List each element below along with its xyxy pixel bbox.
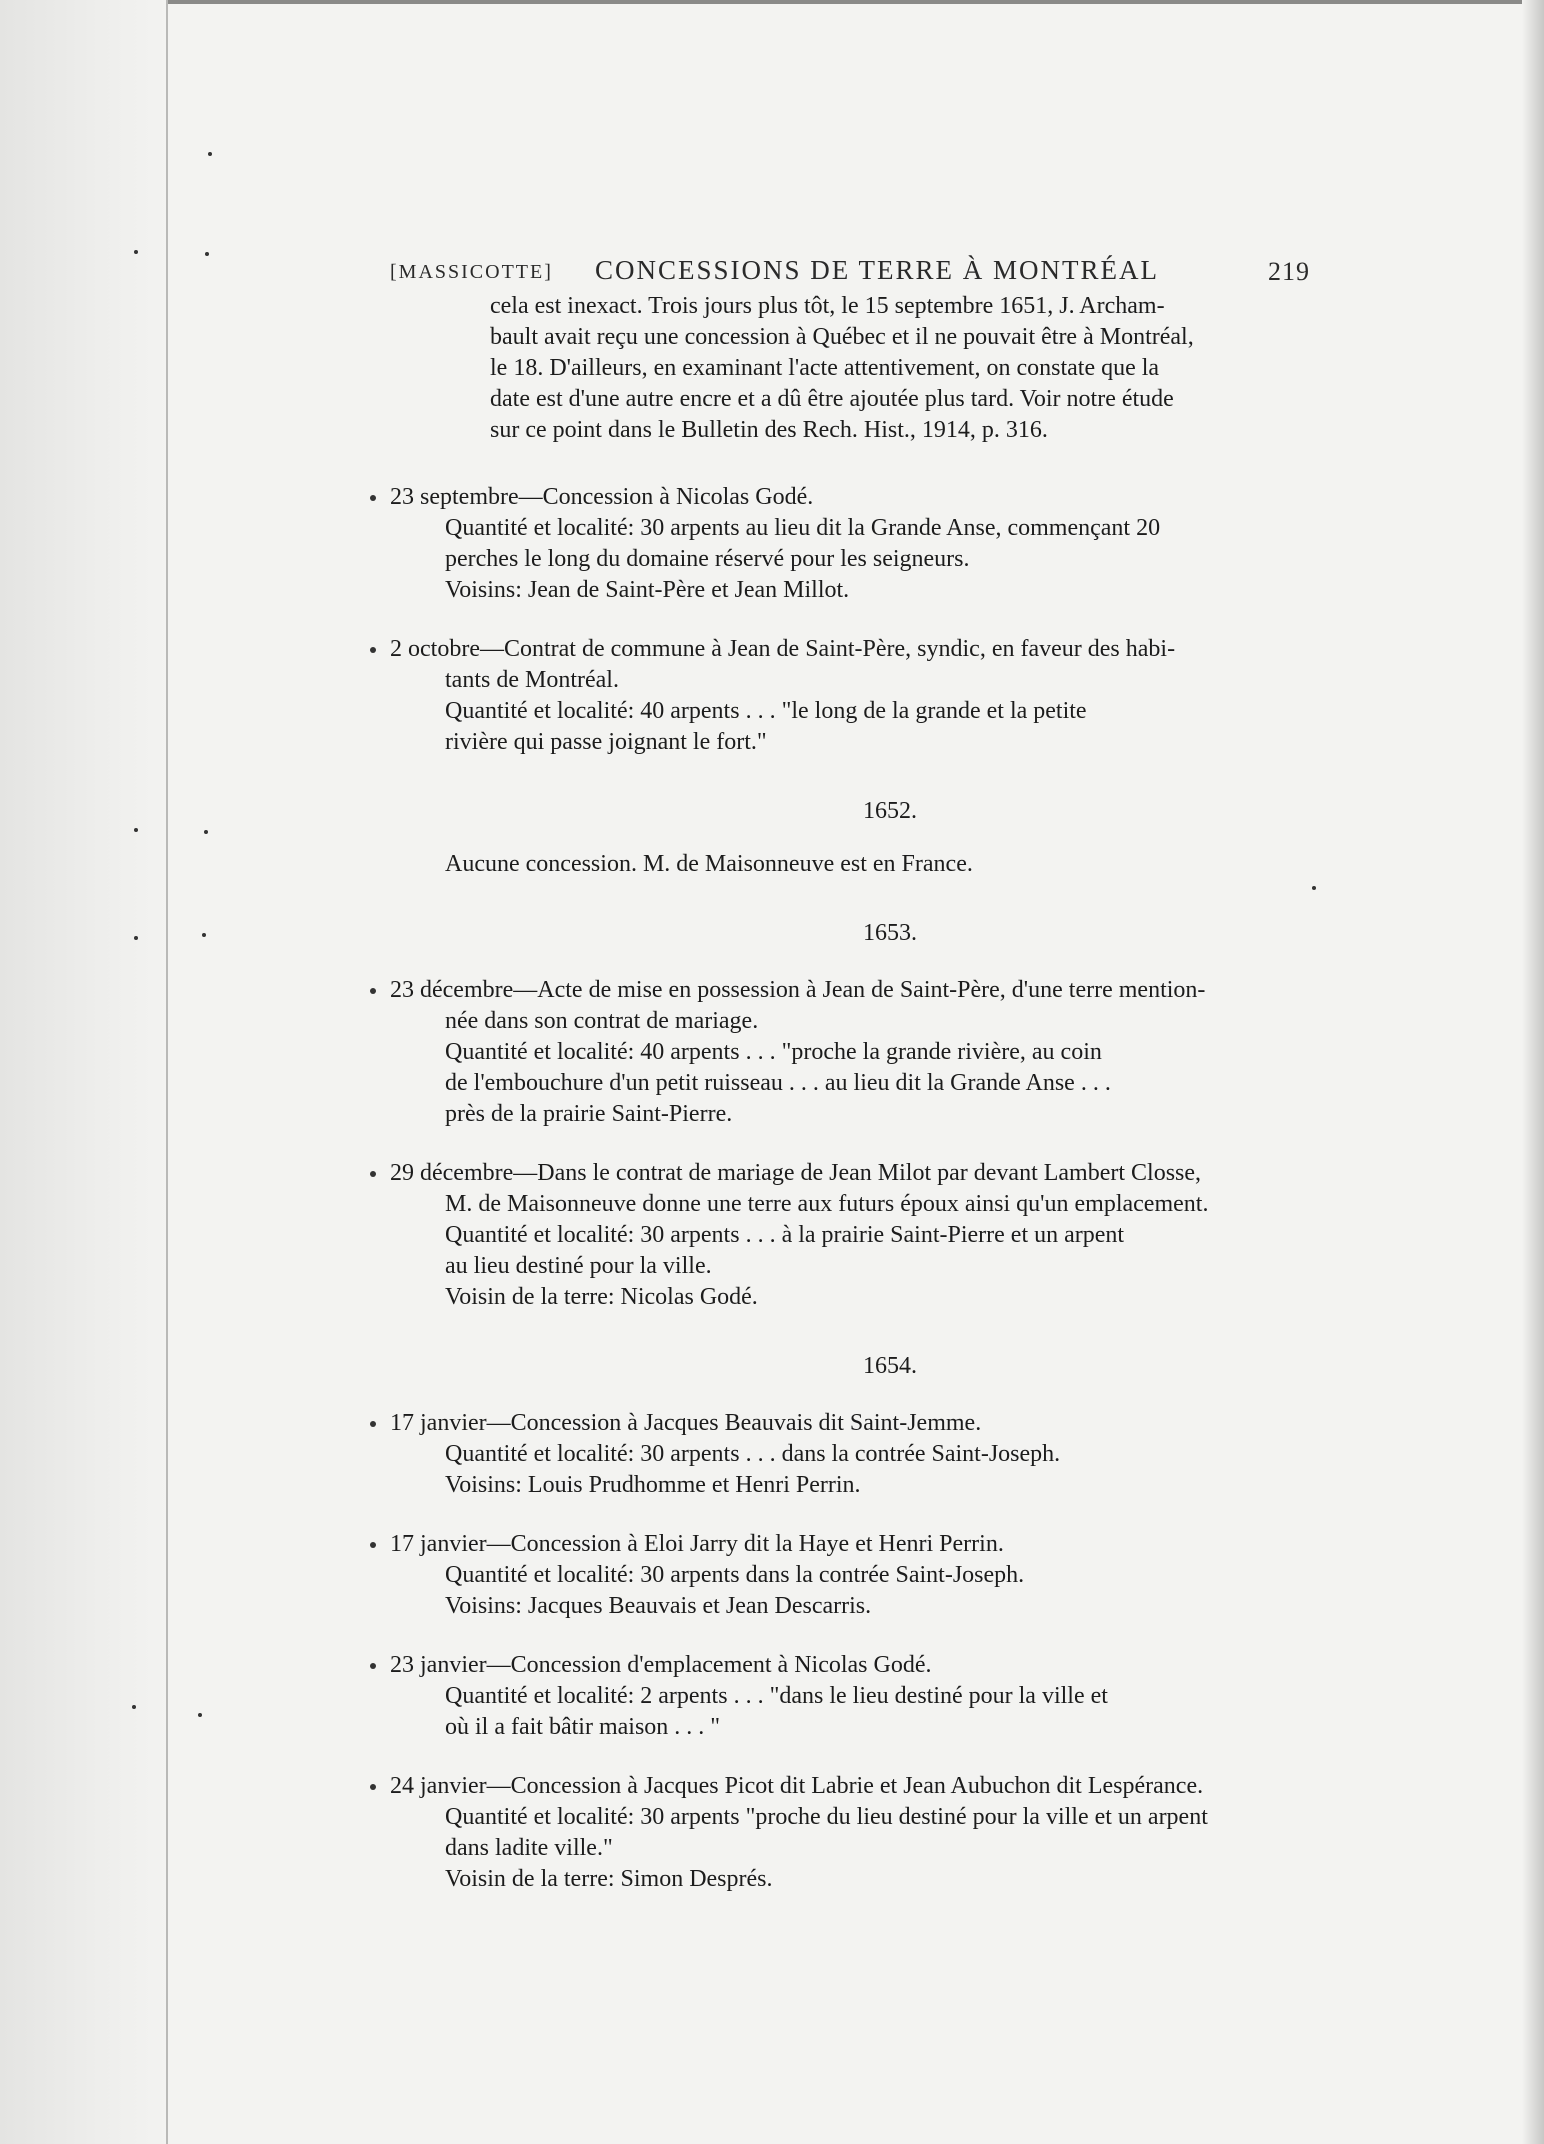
scan-edge-right (1522, 0, 1544, 2144)
intro-line: bault avait reçu une concession à Québec et il ne pouvait être à Montréal, (490, 324, 1194, 350)
entry-line: Quantité et localité: 40 arpents . . . "le long de la grande et la petite (445, 698, 1087, 724)
entry-heading: 17 janvier—Concession à Jacques Beauvais dit Saint-Jemme. (390, 1410, 982, 1436)
bullet-mark (370, 1171, 376, 1177)
scan-fold-line (166, 0, 168, 2144)
entry-heading: 23 janvier—Concession d'emplacement à Nicolas Godé. (390, 1652, 932, 1678)
entry-line: Quantité et localité: 30 arpents . . . dans la contrée Saint-Joseph. (445, 1441, 1061, 1467)
entry-line: Quantité et localité: 40 arpents . . . "proche la grande rivière, au coin (445, 1039, 1102, 1065)
entry-1654-1 (390, 1408, 1310, 1501)
entry-line: rivière qui passe joignant le fort." (445, 729, 767, 755)
entry-heading: 29 décembre—Dans le contrat de mariage de Jean Milot par devant Lambert Closse, (390, 1160, 1202, 1186)
entry-heading: 23 septembre—Concession à Nicolas Godé. (390, 484, 814, 510)
running-head-author: [MASSICOTTE] (390, 261, 553, 283)
year-heading-1654: 1654. (863, 1353, 917, 1379)
scan-speck (132, 1705, 136, 1709)
bullet-mark (370, 647, 376, 653)
entry-line: Voisin de la terre: Nicolas Godé. (445, 1284, 758, 1310)
scan-speck (208, 152, 212, 156)
scan-speck (134, 936, 138, 940)
running-head-title: CONCESSIONS DE TERRE À MONTRÉAL (595, 255, 1160, 285)
entry-1654-3 (390, 1650, 1310, 1743)
scan-speck (205, 252, 209, 256)
entry-line: Quantité et localité: 2 arpents . . . "dans le lieu destiné pour la ville et (445, 1683, 1108, 1709)
entry-1654-4 (390, 1771, 1310, 1895)
entry-line: au lieu destiné pour la ville. (445, 1253, 712, 1279)
scan-speck (134, 828, 138, 832)
entry-line: dans ladite ville." (445, 1835, 613, 1861)
entry-heading: 2 octobre—Contrat de commune à Jean de Saint-Père, syndic, en faveur des habi- (390, 636, 1176, 662)
entry-heading: 17 janvier—Concession à Eloi Jarry dit la Haye et Henri Perrin. (390, 1531, 1004, 1557)
entry-line: Quantité et localité: 30 arpents . . . à la prairie Saint-Pierre et un arpent (445, 1222, 1125, 1248)
entry-line: près de la prairie Saint-Pierre. (445, 1101, 733, 1127)
document-page (390, 255, 1310, 1895)
intro-line: sur ce point dans le Bulletin des Rech. Hist., 1914, p. 316. (490, 417, 1048, 443)
scan-margin-left (0, 0, 168, 2144)
entry-line: Quantité et localité: 30 arpents au lieu dit la Grande Anse, commençant 20 (445, 515, 1161, 541)
scan-speck (202, 933, 206, 937)
entry-line: M. de Maisonneuve donne une terre aux futurs époux ainsi qu'un emplacement. (445, 1191, 1209, 1217)
year-heading-1652: 1652. (863, 798, 917, 824)
entry-line: Quantité et localité: 30 arpents "proche du lieu destiné pour la ville et un arpent (445, 1804, 1208, 1830)
entry-line: Voisins: Jacques Beauvais et Jean Descarris. (445, 1593, 872, 1619)
scan-speck (198, 1713, 202, 1717)
year-heading-1653: 1653. (863, 920, 917, 946)
bullet-mark (370, 1663, 376, 1669)
bullet-mark (370, 495, 376, 501)
intro-line: le 18. D'ailleurs, en examinant l'acte attentivement, on constate que la (490, 355, 1160, 381)
intro-paragraph (490, 291, 1310, 446)
entry-line: tants de Montréal. (445, 667, 619, 693)
entry-1651-1 (390, 482, 1310, 606)
bullet-mark (370, 1421, 376, 1427)
bullet-mark (370, 988, 376, 994)
entry-line: Quantité et localité: 30 arpents dans la contrée Saint-Joseph. (445, 1562, 1025, 1588)
scan-speck (1312, 886, 1316, 890)
running-head (390, 255, 1310, 295)
entry-line: de l'embouchure d'un petit ruisseau . . . au lieu dit la Grande Anse . . . (445, 1070, 1111, 1096)
entry-heading: 24 janvier—Concession à Jacques Picot dit Labrie et Jean Aubuchon dit Lespérance. (390, 1773, 1204, 1799)
entry-1654-2 (390, 1529, 1310, 1622)
entry-1653-1 (390, 975, 1310, 1130)
entry-line: née dans son contrat de mariage. (445, 1008, 759, 1034)
entry-heading: 23 décembre—Acte de mise en possession à Jean de Saint-Père, d'une terre mention- (390, 977, 1206, 1003)
page-number: 219 (1268, 257, 1310, 286)
entry-line: Voisins: Jean de Saint-Père et Jean Millot. (445, 577, 850, 603)
entry-1653-2 (390, 1158, 1310, 1313)
intro-line: cela est inexact. Trois jours plus tôt, le 15 septembre 1651, J. Archam- (490, 293, 1165, 319)
intro-line: date est d'une autre encre et a dû être ajoutée plus tard. Voir notre étude (490, 386, 1174, 412)
scan-edge-top (168, 0, 1544, 4)
entry-1651-2 (390, 634, 1310, 758)
entry-line: où il a fait bâtir maison . . . " (445, 1714, 721, 1740)
bullet-mark (370, 1542, 376, 1548)
scan-speck (204, 830, 208, 834)
bullet-mark (370, 1784, 376, 1790)
entry-line: Voisin de la terre: Simon Després. (445, 1866, 773, 1892)
entry-line: perches le long du domaine réservé pour les seigneurs. (445, 546, 970, 572)
note-1652: Aucune concession. M. de Maisonneuve est en France. (445, 851, 973, 877)
entry-line: Voisins: Louis Prudhomme et Henri Perrin. (445, 1472, 861, 1498)
scan-speck (134, 250, 138, 254)
